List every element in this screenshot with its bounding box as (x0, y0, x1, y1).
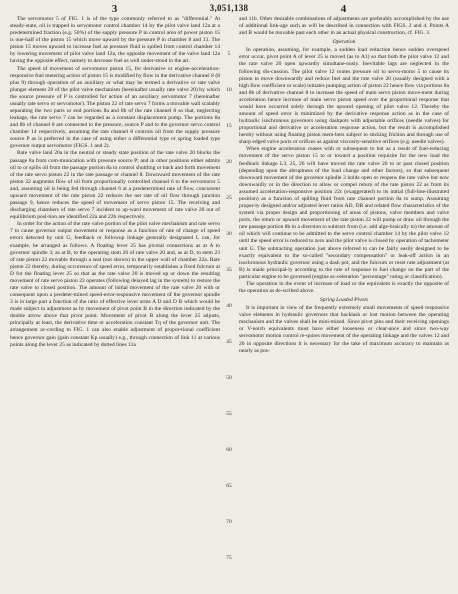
line-number: 10 (226, 87, 232, 93)
line-number: 5 (227, 51, 231, 57)
section-heading-spring-loaded-pivots: Spring Loaded Pivots (319, 297, 369, 304)
line-number: 20 (226, 159, 232, 165)
line-number: 75 (226, 555, 232, 561)
left-column (10, 16, 220, 349)
paragraph: When engine acceleration ceases with or subsequent to but as a result of fuel-reducing movement of the servo piston 15 to or toward a position requisite for the new load the feedback linkage L3, 25, 26 will have moved the rate valve 20 to or past closed position (depending upon the abruptness of the load change and other factors), so that subsequent downward movement of the governor spindle 3 holds open or reopens the rate valve but now downwardly or in the direction to allow or compel return of the rate piston 22 as from its assumed acceleration-responsive position 22c (exaggerated) to its initial (full-line-illustrated position) as a function of spilling fluid from rate channel portion 8a to sump. Assuming proper-ly designed and/or adjusted lever ratios AD, DB and related flow characteristics of the system via proper design and proportioning of areas of pistons, valve members and valve ports, the return or upward movement of the rate piston 22 will pump or draw oil through the rate passage portion 8b in a direction to subtract from (i.e. add alge-braically to) the amount of oil which will continue to be admitted to the servo control chamber 14 by the pilot valve 12 until the speed error is reduced to zero and the pilot valve is closed by operation of tachometer unit G. The subtracting operation just above referred to can be fairly easily designed to be exactly equivalent to the so-called "secondary compensation" or leak-off action in an isochronous hydraulic governor using a dash pot, and the fulcrum or reset rate adjustment (at B) is made principal-ly according to the rate of response to fuel change on the part of the particular engine to be governed (engine ac-celeration "percentage" rating or classification). (239, 146, 449, 280)
right-column (239, 16, 449, 355)
line-number: 30 (226, 231, 232, 237)
line-number: 55 (226, 411, 232, 417)
line-number: 35 (226, 267, 232, 273)
paragraph: The operation in the event of increase of load or the equivalent is exactly the opposite of the operation as de-scribed above. (239, 280, 449, 294)
line-number: 50 (226, 375, 232, 381)
patent-number: 3,051,138 (209, 3, 249, 13)
paragraph: It is important in view of the frequently extremely small movements of speed responsive valve elements in hydraulic governors that backlash or lost motion between the operating mechanism and the valves shall be mini-mized. Since pivot pins and their receiving openings or V-notch equivalents must have either looseness or clear-ance and since two-way servomotor motion control re-quires movement of the operating linkage and the valves 12 and 20 in opposite directions it is necessary for the take of maximum accuracy to maintain as nearly as pos- (239, 305, 449, 354)
section-heading-operation: Operation (332, 39, 356, 46)
line-number: 15 (226, 123, 232, 129)
paragraph: Rate valve land 20a in the neutral or steady state position of the rate valve 20 blocks the passage 8a from com-munication with pressure source P; and in other positions either admits oil to or spills oil from the passage portion 8a to control shuttling or back and forth movement of the rate servo piston 22 in the rate passage or channel 8. Downward movement of the rate piston 22 augments flow of oil from proportionally controlled channel 6 to the servomotor 5 and, assuming oil is being fed through channel 6 at a predetermined rate of flow, concurrent upward movement of the rate piston 22 reduces the net rate of oil flow through junction passage 9, hence reduces the speed of movement of servo piston 15. The receiving and discharging chambers of rate servo 7 incident to up-ward movement of rate valve 20 out of equilibrium posi-tion are identified 22a and 22b respectively. (10, 150, 220, 221)
line-number: 70 (226, 519, 232, 525)
line-number: 60 (226, 447, 232, 453)
paragraph: The speed of movement of servomotor piston 15, for derivative or engine-acceleration-responsive fuel metering action of piston 15 is modified by flow in the derivative channel 8 (8 plus 9) through operation of an auxiliary or what may be termed a derivative or rate valve plunger element 20 of the pilot valve mechanism (hereinafter usually rate valve 20) by which the source pressure of P is controlled for action of an auxiliary servomotor 7 (hereinafter usually rate servo or servomotor). The piston 22 of rate servo 7 forms a movable wall scalably separating the two parts or end portions 8a and 8b of the rate channel 8 so that, neglecting leakage, the rate servo 7 can be regarded as a constant displacement pump. The portions 8a and 8b of channel 8 are connected to the pressure, source P and to the governor servo control chamber 14 respectively, assuming the rate channel 8 controls oil from the supply pressure source P as is preferred in the case of using either a differential type or spring loaded type governor output servomotor (FIGS. 1 and 2). (10, 65, 220, 150)
right-page-number: 4 (340, 3, 347, 15)
left-page-number: 3 (111, 3, 118, 15)
line-number: 45 (226, 339, 232, 345)
line-number: 40 (226, 303, 232, 309)
line-number: 65 (226, 483, 232, 489)
paragraph: In operation, assuming, for example, a sudden load reduction hence sudden overspeed error occur, pivot point A of lever 25 is moved (as to A1) so that both the pilot valve 12 and the rate valve 20 open upwardly simultane-ously. Inevitable lags are neglected in the following dis-cussion. The pilot valve 12 routes pressure oil to servo-motor 5 to cause its piston to move downwardly and reduce fuel and the rate valve 20 (usually designed with a high flow coefficient or scale) initiates pumping action of piston 22 hence flow via portions 8a and 8b of derivative channel 8 to increase the speed of main servo piston move-ment during acceleration hence increase of main servo piston speed over the proportional response that would have occurred solely through the upward opening of pilot valve 12. Thereby the amount of speed error is minimized by the derivative response action as in the case of hydraulic isochronous governors using dashpots with adjustable orifices (needle valves) for proportional and derivative or acceleration response action, but the result is accomplished hereby without using floating piston mem-bers subject to sticking friction and through use of sharp edged valve ports or orifices as against viscosity-sensitive orifices (e.g. needle valves). (239, 47, 449, 146)
paragraph: and 11b. Other desirable combinations of adjustments are preferably accomplished by the use of additional link-age such as will be described in connection with FIGS. 2 and 4. Points A and B would be movable past each other in an actual physical construction, cf. FIG. 3. (239, 16, 449, 37)
paragraph: In order for the action of the rate valve portion of the pilot valve mechanism and rate servo 7 to cause governor output movement or response as a function of rate of change of speed errors detected by unit G, feedback or followup linkage generally designated L can, for example, be arranged as follows. A floating lever 25 has pivotal connections as at A to governor spindle 3; as at B, to the operating stem 26 of rate valve 20 and, as at D, to stem 23 of rate piston 22 movable through a seal (not shown) in the upper wall of chamber 22a. Rate piston 22 thereby, during occurrence of speed error, temporarily establishes a fixed fulcrum at D for the floating lever 25 so that as the rate valve 20 is moved up or down the resulting movement of rate servo piston 22 operates (following delayed lag in the system) to restore the rate valve to closed position. The amount of initial movement of the rate valve 20 with or consequent upon a predeter-mined speed-error-responsive movement of the governor spindle 3 is in large part a function of the ratio of effective lever arms A D and D B which would be made subject to adjustment as by movement of pivot point B in the direction indicated by the double arrow above that pivot point. Movement of pivot B along the lever 25 adjusts, principally at least, the derivative time or acceleration constant Tq of the governor unit. The arrangement ac-cording to FIG. 1 can also enable adjustment of propor-tional coefficient hence governor gain (gain constant Kp usually) e.g., through connection of link 11 at various points along the lever 25 as indicated by dotted lines 11a (10, 221, 220, 348)
paragraph: The servomotor 5 of FIG. 1 is of the type commonly referred to as "differential." At steady-state, oil is trapped in servomotor control chamber 14 by the pilot valve land 12a at a predetermined fraction (e.g. 50%) of the supply pressure P in control area of power piston 15 is one-half of the piston 15 which move upward by the pressure P in chamber 8 and 13. The piston 15 moves upward to increase fuel as pressure fluid is spilled from control chamber 14 by lowering movement of pilot valve land 12a, the opposite movement of the valve land 12a having the opposite effect, namely to decrease fuel as well under-stood in the art. (10, 16, 220, 65)
line-number: 25 (226, 195, 232, 201)
